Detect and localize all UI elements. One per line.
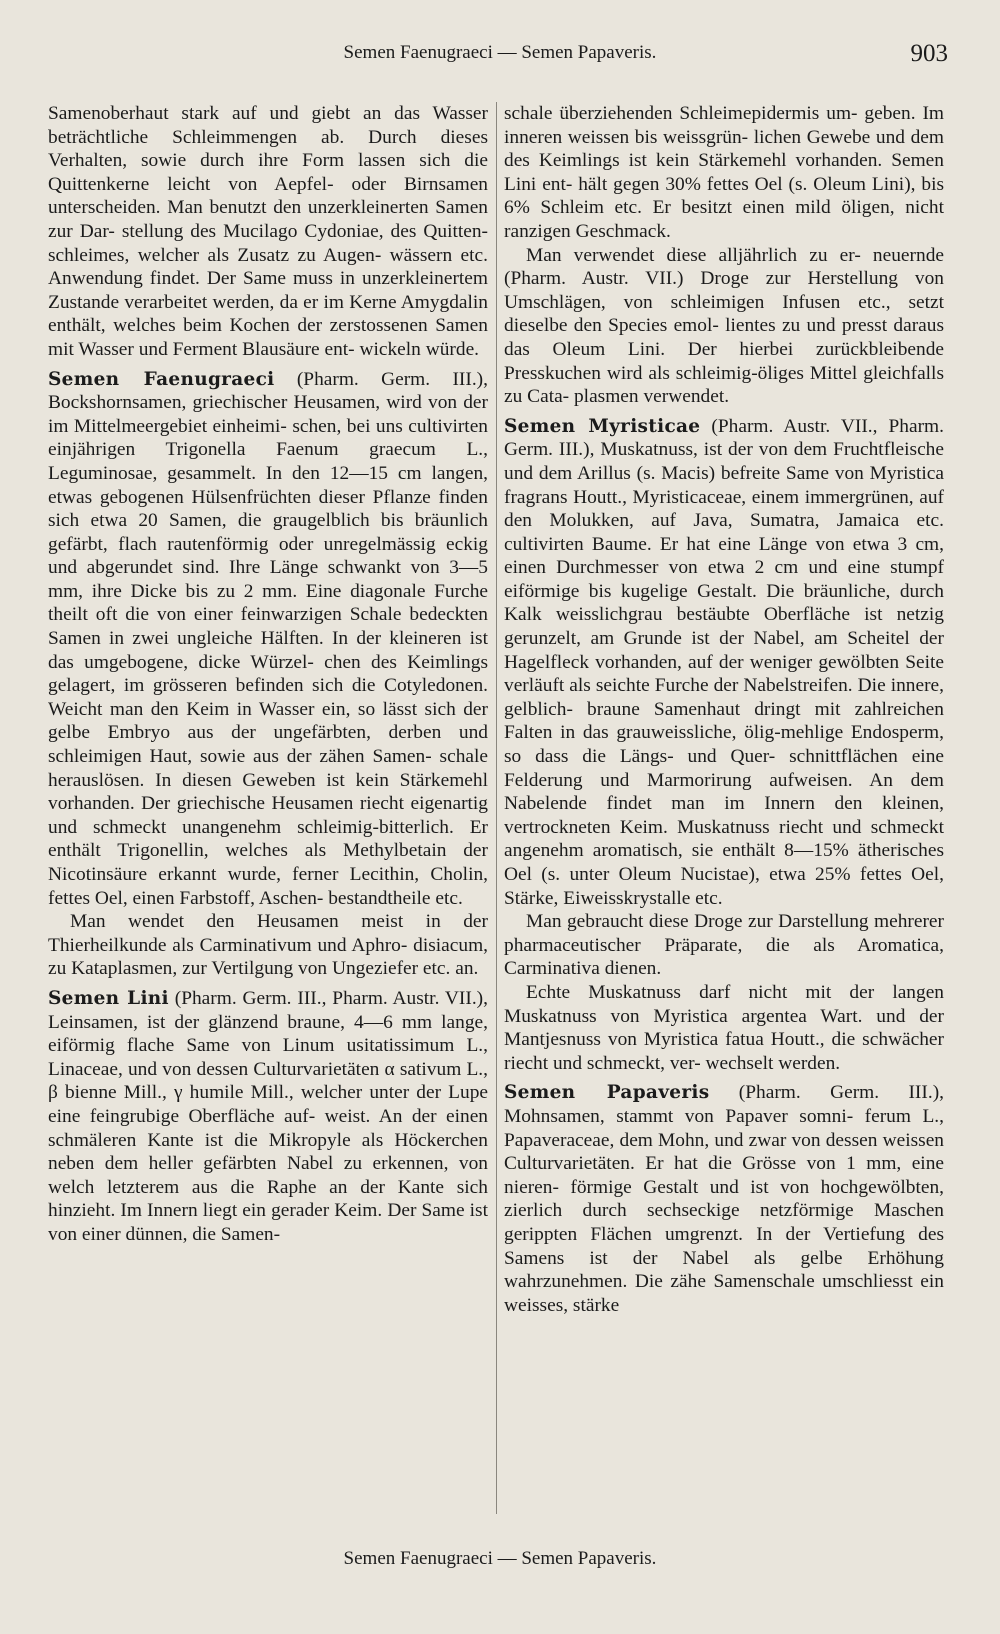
entry-semen-faenugraeci: [48, 368, 488, 911]
paragraph-lini-continued: schale überziehenden Schleimepidermis um- geben. Im inneren weissen bis weissgrün- lichen Gewebe und dem des Keimlings ist kein Stärkemehl vorhanden. Semen Lini ent- hält gegen 30% fettes Oel (s. Oleum Lini), bis 6% Schleim etc. Er besitzt einen mild öligen, nicht ranzigen Geschmack.: [504, 103, 944, 242]
paragraph-myristicae-note: Echte Muskatnuss darf nicht mit der langen Muskatnuss von Myristica argentea Wart. und der Mantjesnuss von Myristica fatua Houtt., die schwächer riecht und schmeckt, ver- wechselt werden.: [504, 981, 944, 1074]
entry-heading-faenugraeci: Semen Faenugraeci: [48, 368, 275, 390]
paragraph-lini-use: Man verwendet diese alljährlich zu er- neuernde (Pharm. Austr. VII.) Droge zur Herstellung von Umschlägen, von schleimigen Infusen etc., setzt dieselbe den Species emol- lientes zu und presst daraus das Oleum Lini. Der hierbei zurückbleibende Presskuchen wird als schleimig-öliges Mittel gleichfalls zu Cata- plasmen verwendet.: [504, 244, 944, 408]
entry-heading-papaveris: Semen Papaveris: [504, 1082, 710, 1104]
paragraph-quitten-continued: Samenoberhaut stark auf und giebt an das Wasser beträchtliche Schleimmengen ab. Durch dieses Verhalten, sowie durch ihre Form lassen sich die Quittenkerne leicht von Aepfel- oder Birnsamen unterscheiden. Man benutzt den unzerkleinerten Samen zur Dar- stellung des Mucilago Cydoniae, des Quitten- schleimes, welcher als Zusatz zu Augen- wässern etc. Anwendung findet. Der Same muss in unzerkleinertem Zustande verarbeitet werden, da er im Kerne Amygdalin enthält, welches beim Kochen der zerstossenen Samen mit Wasser und Ferment Blausäure ent- wickeln würde.: [48, 103, 488, 360]
paragraph-faenugraeci-use: Man wendet den Heusamen meist in der Thierheilkunde als Carminativum und Aphro- disiacum, zu Kataplasmen, zur Vertilgung von Ungeziefer etc. an.: [48, 911, 488, 980]
left-column: [48, 102, 488, 1247]
entry-text-lini: (Pharm. Germ. III., Pharm. Austr. VII.), Leinsamen, ist der glänzend braune, 4—6 mm lange, eiförmig flache Same von Linum usitatissimum L., Linaceae, und von dessen Culturvarietäten α sativum L., β bienne Mill., γ humile Mill., welcher unter der Lupe eine feingrubige Oberfläche auf- weist. An der einen schmäleren Kante ist die Mikropyle als Höckerchen neben dem heller gefärbten Nabel zu erkennen, von welch letzterem aus die Raphe an der Kante sich hinzieht. Im Innern liegt ein gerader Keim. Der Same ist von einer dünnen, die Samen-: [48, 987, 488, 1245]
entry-text-papaveris: (Pharm. Germ. III.), Mohnsamen, stammt von Papaver somni- ferum L., Papaveraceae, dem Mohn, und zwar von dessen weissen Culturvarietäten. Er hat die Grösse von 1 mm, eine nieren- förmige Gestalt und ist von hochgewölbten, zierlich durch sechseckige netzförmige Maschen gerippten Flächen umgrenzt. In der Vertiefung des Samens ist der Nabel als gelbe Erhöhung wahrzunehmen. Die zähe Samenschale umschliesst ein weisses, stärke: [504, 1082, 945, 1316]
entry-text-faenugraeci: (Pharm. Germ. III.), Bockshornsamen, griechischer Heusamen, wird von der im Mittelmeergebiet einheimi- schen, bei uns cultivirten einjährigen Trigonella Faenum graecum L., Leguminosae, gesammelt. In den 12—15 cm langen, etwas gebogenen Hülsenfrüchten dieser Pflanze finden sich etwa 20 Samen, die graugelblich bis bräunlich gefärbt, flach rautenförmig oder unregelmässig eckig und abgerundet sind. Ihre Länge schwankt von 3—5 mm, ihre Dicke bis zu 2 mm. Eine diagonale Furche theilt oft die von einer feinwarzigen Schale bedeckten Samen in zwei ungleiche Hälften. In der kleineren ist das umgebogene, dicke Würzel- chen des Keimlings gelagert, im grösseren befinden sich die Cotyledonen. Weicht man den Keim in Wasser ein, so lässt sich der gelbe Embryo aus der ungefärbten, derben und schleimigen Haut, sowie aus der zähen Samen- schale herauslösen. In diesen Geweben ist kein Stärkemehl vorhanden. Der griechische Heusamen riecht eigenartig und schmeckt unangenehm schleimig-bitterlich. Er enthält Trigonellin, welches als Methylbetain der Nicotinsäure erkannt wurde, ferner Lecithin, Cholin, fettes Oel, einen Farbstoff, Aschen- bestandtheile etc.: [48, 368, 488, 909]
entry-text-myristicae: (Pharm. Austr. VII., Pharm. Germ. III.), Muskatnuss, ist der von dem Fruchtfleische und dem Arillus (s. Macis) befreite Same von Myristica fragrans Houtt., Myristicaceae, einem immergrünen, auf den Molukken, auf Java, Sumatra, Jamaica etc. cultivirten Baume. Er hat eine Länge von etwa 3 cm, einen Durchmesser von etwa 2 cm und eine stumpf eiförmige bis kugelige Gestalt. Die bräunliche, durch Kalk weisslichgrau bestäubte Oberfläche ist netzig gerunzelt, am Grunde ist der Nabel, am Scheitel der Hagelfleck vorhanden, auf der weniger gewölbten Seite verläuft als seichte Furche der Nabelstreifen. Die innere, gelblich- braune Samenhaut dringt mit zahlreichen Falten in das grauweissliche, ölig-mehlige Endosperm, so dass die Längs- und Quer- schnittflächen eine Felderung und Marmorirung aufweisen. An dem Nabelende findet man im Innern den kleinen, vertrockneten Keim. Muskatnuss riecht und schmeckt angenehm aromatisch, sie enthält 8—15% ätherisches Oel (s. unter Oleum Nucistae), etwa 25% fettes Oel, Stärke, Eiweisskrystalle etc.: [504, 415, 944, 909]
right-column: [504, 102, 944, 1317]
entry-heading-lini: Semen Lini: [48, 987, 169, 1009]
page-number: 903: [910, 40, 948, 67]
running-head: Semen Faenugraeci — Semen Papaveris.: [343, 42, 657, 63]
entry-semen-myristicae: [504, 415, 944, 910]
entry-heading-myristicae: Semen Myristicae: [504, 415, 701, 437]
column-divider: [496, 102, 497, 1514]
entry-semen-lini: [48, 987, 488, 1247]
entry-semen-papaveris: [504, 1081, 944, 1317]
paragraph-myristicae-use: Man gebraucht diese Droge zur Darstellung mehrerer pharmaceutischer Präparate, die als Aromatica, Carminativa dienen.: [504, 911, 944, 980]
running-footer: Semen Faenugraeci — Semen Papaveris.: [343, 1548, 657, 1569]
